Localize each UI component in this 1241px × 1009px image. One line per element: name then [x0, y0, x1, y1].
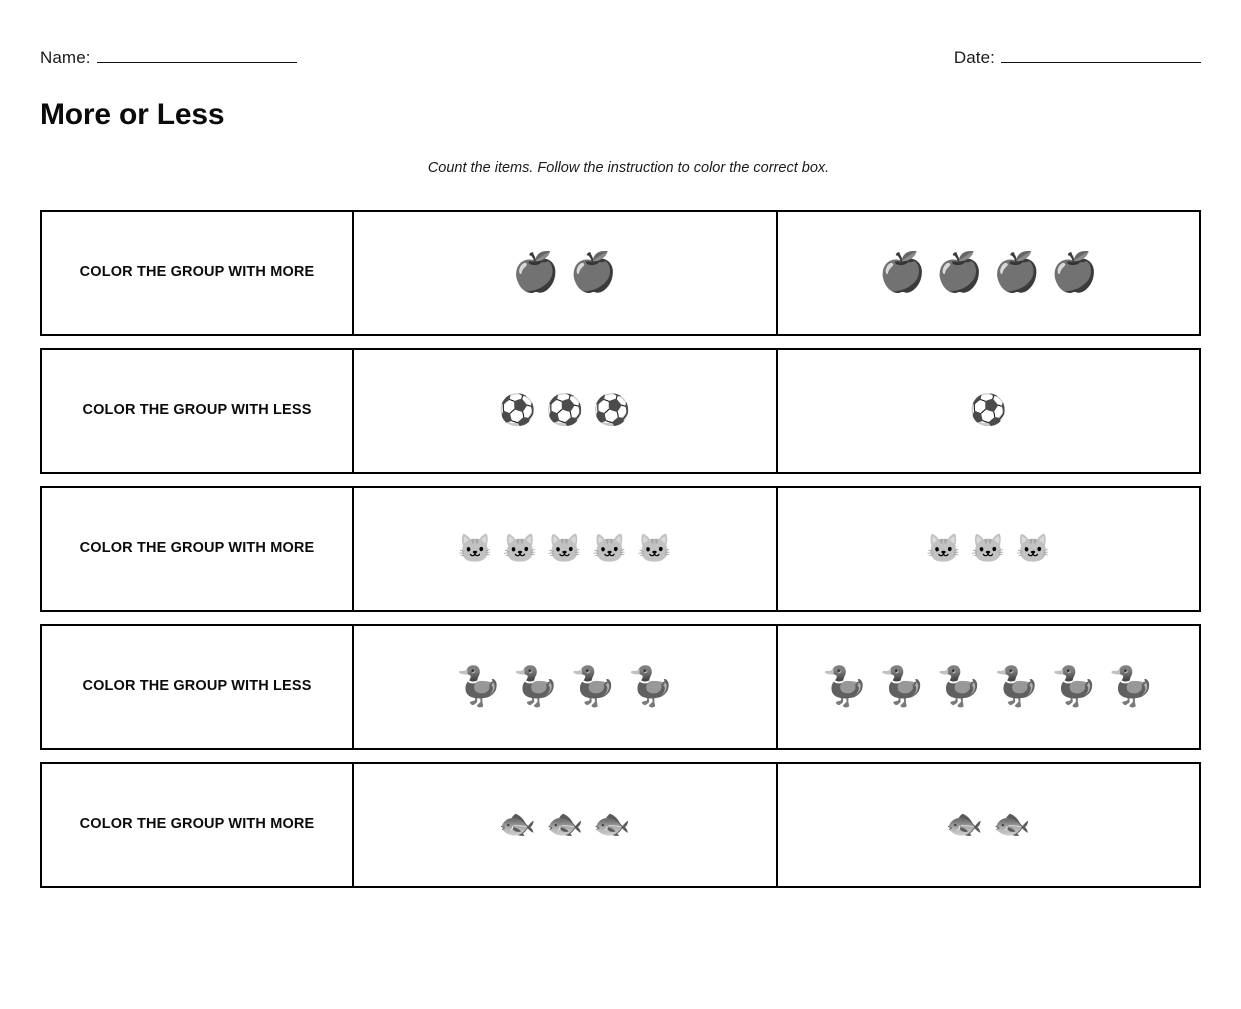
duck-icon: 🦆	[878, 665, 926, 708]
apple-icon: 🍎	[1050, 251, 1098, 294]
group-box-left[interactable]	[354, 626, 778, 748]
duck-icon: 🦆	[935, 665, 984, 708]
instruction-cell	[42, 488, 354, 610]
worksheet-table	[40, 210, 1201, 888]
soccer-ball-icon: ⚽	[969, 394, 1007, 428]
cat-face-icon: 🐱	[925, 533, 961, 565]
group-box-right[interactable]	[778, 626, 1200, 748]
worksheet-row	[40, 486, 1201, 612]
cat-face-icon: 🐱	[502, 533, 538, 565]
worksheet-row	[40, 624, 1201, 750]
worksheet-instructions: Count the items. Follow the instruction to color the correct box.	[427, 160, 830, 176]
cat-face-icon: 🐱	[547, 533, 583, 565]
fish-icon: 🐟	[593, 808, 631, 842]
worksheet-row	[40, 210, 1201, 336]
instruction-cell	[42, 212, 354, 334]
item-group-right	[970, 394, 1007, 428]
apple-icon: 🍎	[878, 251, 926, 294]
item-group-right	[821, 666, 1155, 709]
fish-icon: 🐟	[945, 808, 984, 842]
item-group-right	[879, 252, 1098, 295]
fish-icon: 🐟	[993, 808, 1031, 842]
group-box-right[interactable]	[778, 212, 1200, 334]
duck-icon: 🦆	[455, 665, 503, 708]
group-box-left[interactable]	[354, 212, 778, 334]
group-box-right[interactable]	[778, 764, 1200, 886]
worksheet-row	[40, 762, 1201, 888]
fish-icon: 🐟	[546, 808, 584, 842]
soccer-ball-icon: ⚽	[593, 394, 631, 428]
item-group-right	[926, 533, 1051, 564]
duck-icon: 🦆	[569, 665, 618, 708]
cat-face-icon: 🐱	[1015, 533, 1051, 565]
soccer-ball-icon: ⚽	[546, 394, 584, 428]
group-box-left[interactable]	[354, 764, 778, 886]
date-write-line[interactable]	[1001, 47, 1201, 63]
duck-icon: 🦆	[1050, 665, 1098, 708]
date-label: Date:	[953, 48, 995, 67]
apple-icon: 🍎	[935, 251, 984, 294]
item-group-left	[499, 394, 631, 428]
cat-face-icon: 🐱	[637, 533, 672, 565]
instruction-cell	[42, 350, 354, 472]
duck-icon: 🦆	[627, 665, 675, 708]
instruction-cell	[42, 764, 354, 886]
item-group-left	[455, 666, 674, 709]
instruction-label: COLOR THE GROUP WITH LESS	[82, 678, 312, 695]
cat-face-icon: 🐱	[592, 533, 628, 565]
apple-icon: 🍎	[993, 251, 1041, 294]
cat-face-icon: 🐱	[970, 533, 1006, 565]
date-field[interactable]	[954, 47, 1201, 68]
group-box-right[interactable]	[778, 488, 1200, 610]
name-label: Name:	[40, 48, 91, 67]
instruction-cell	[42, 626, 354, 748]
duck-icon: 🦆	[512, 665, 560, 708]
item-group-left	[458, 533, 672, 564]
item-group-left	[512, 252, 617, 295]
apple-icon: 🍎	[512, 251, 560, 294]
instruction-label: COLOR THE GROUP WITH MORE	[79, 540, 315, 557]
fish-icon: 🐟	[498, 808, 537, 842]
apple-icon: 🍎	[569, 251, 618, 294]
item-group-right	[946, 808, 1031, 842]
instruction-label: COLOR THE GROUP WITH MORE	[79, 816, 315, 833]
item-group-left	[499, 808, 631, 842]
cat-face-icon: 🐱	[457, 533, 493, 565]
worksheet-row	[40, 348, 1201, 474]
name-write-line[interactable]	[97, 47, 297, 63]
duck-icon: 🦆	[993, 665, 1041, 708]
group-box-right[interactable]	[778, 350, 1200, 472]
group-box-left[interactable]	[354, 350, 778, 472]
instruction-label: COLOR THE GROUP WITH LESS	[82, 402, 312, 419]
worksheet-header	[40, 40, 1201, 68]
duck-icon: 🦆	[821, 665, 869, 708]
duck-icon: 🦆	[1107, 665, 1156, 708]
group-box-left[interactable]	[354, 488, 778, 610]
name-field[interactable]	[40, 47, 297, 68]
page-title: More or Less	[40, 98, 225, 131]
instruction-label: COLOR THE GROUP WITH MORE	[79, 264, 315, 281]
soccer-ball-icon: ⚽	[498, 394, 537, 428]
